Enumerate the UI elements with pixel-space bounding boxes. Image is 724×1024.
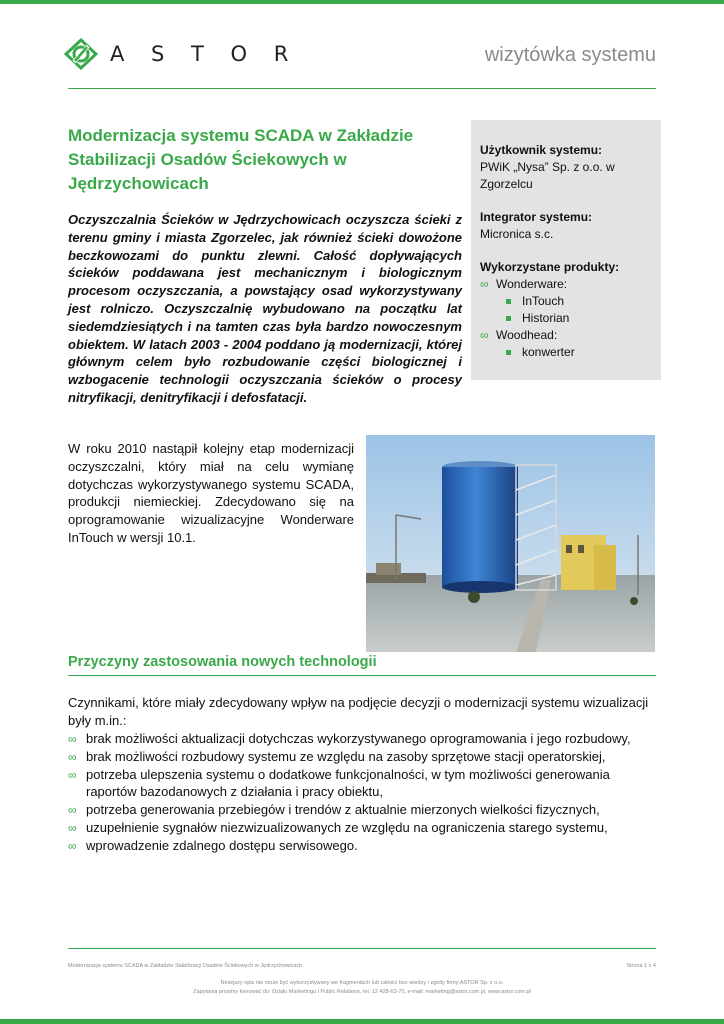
footer-divider	[68, 948, 656, 949]
product-subitem: konwerter	[498, 344, 651, 361]
infinity-bullet-icon: ∞	[68, 820, 77, 835]
infinity-bullet-icon: ∞	[68, 749, 77, 764]
header-divider	[68, 88, 656, 89]
body-paragraph: W roku 2010 nastąpił kolejny etap modernizacji oczyszczalni, który miał na celu wymianę dotychczas wykorzystywanego systemu SCADA, produkcji niemieckiej. Zdecydowano się na oprogramowanie wizualizacyjne Wonderware InTouch w wersji 10.1.	[68, 441, 354, 545]
page-number: Strona 1 z 4	[626, 963, 656, 969]
section-divider	[68, 675, 656, 676]
page-title: Modernizacja systemu SCADA w Zakładzie Stabilizacji Osadów Ściekowych w Jędrzychowicach	[68, 126, 414, 193]
integrator-label: Integrator systemu:	[480, 210, 593, 224]
product-sublist	[480, 293, 651, 327]
lead-paragraph: Oczyszczalnia Ścieków w Jędrzychowicach oczyszcza ścieki z terenu gminy i miasta Zgorzelec, jak również ścieki dowożone beczkowozami do punktu zlewni. Całość dopływających ścieków poddawana jest mechanicznym i biologicznym procesom oczyszczania, a powstający osad wykorzystywany jest rolniczo. Oczyszczalnię wybudowano na początku lat siedemdziesiątych i na tamten czas była bardzo nowoczesnym obiektem. W latach 2003 - 2004 poddano ją modernizacji, której głównym celem było rozbudowanie części biologicznej i wzbogacenie technologii oczyszczania ścieków o procesy nitryfikacji, denitryfikacji i defosfatacji.	[68, 212, 462, 405]
footer-title: Modernizacja systemu SCADA w Zakładzie Stabilizacji Osadów Ściekowych w Jędrzychowicach	[68, 963, 303, 969]
products-label: Wykorzystane produkty:	[480, 260, 620, 274]
product-sublist	[480, 344, 651, 361]
document-type: wizytówka systemu	[484, 44, 656, 66]
user-value: PWiK „Nysa” Sp. z o.o. w Zgorzelcu	[480, 160, 615, 191]
square-bullet-icon	[506, 299, 511, 304]
product-name: Wonderware:	[496, 277, 568, 291]
treatment-plant-photo	[366, 435, 655, 652]
infinity-bullet-icon: ∞	[480, 328, 489, 342]
square-bullet-icon	[506, 316, 511, 321]
product-subitem: Historian	[498, 310, 651, 327]
products-list	[480, 276, 651, 361]
list-item: ∞ potrzeba generowania przebiegów i trendów z aktualnie mierzonych wielkości fizycznych,	[68, 801, 656, 819]
infinity-bullet-icon: ∞	[68, 803, 77, 818]
product-name: Woodhead:	[496, 328, 558, 342]
astor-logo-icon	[64, 38, 98, 70]
product-item	[480, 327, 651, 344]
footer-line: Niniejszy opis nie może być wykorzystywany we fragmentach lub całości bez wiedzy i zgody firmy ASTOR Sp. z o.o.	[220, 980, 504, 986]
user-label: Użytkownik systemu:	[480, 143, 603, 157]
list-item: ∞ brak możliwości rozbudowy systemu ze względu na zasoby sprzętowe stacji operatorskiej,	[68, 748, 656, 766]
infinity-bullet-icon: ∞	[480, 277, 489, 291]
square-bullet-icon	[506, 350, 511, 355]
list-item: ∞ potrzeba ulepszenia systemu o dodatkowe funkcjonalności, w tym możliwości generowania raportów bazodanowych z działania i pracy obiektu,	[68, 766, 610, 800]
list-item: ∞ wprowadzenie zdalnego dostępu serwisowego.	[68, 837, 656, 855]
integrator-value: Micronica s.c.	[480, 227, 554, 241]
list-item: ∞ brak możliwości aktualizacji dotychczas wykorzystywanego oprogramowania i jego rozbudowy,	[68, 730, 656, 748]
system-info-box	[471, 120, 661, 380]
infinity-bullet-icon: ∞	[68, 838, 77, 853]
bottom-accent-bar	[0, 1019, 724, 1024]
infinity-bullet-icon: ∞	[68, 732, 77, 746]
product-subitem: InTouch	[498, 293, 651, 310]
top-accent-bar	[0, 0, 724, 4]
reasons-list	[68, 730, 656, 855]
footer-line: Zapytania prosimy kierować do: Działu Marketingu i Public Relations, tel. 12 428-63-70, e-mail: marketing@astor.com.pl, www.astor.com.pl	[193, 989, 531, 995]
brand-name: A S T O R	[110, 42, 299, 66]
section-heading: Przyczyny zastosowania nowych technologii	[68, 654, 377, 670]
footer-notice	[68, 979, 656, 997]
infinity-bullet-icon: ∞	[68, 767, 77, 782]
astor-logo	[64, 38, 298, 70]
list-item: ∞ uzupełnienie sygnałów niezwizualizowanych ze względu na ograniczenia starego systemu,	[68, 819, 656, 837]
section-intro: Czynnikami, które miały zdecydowany wpływ na podjęcie decyzji o modernizacji systemu wizualizacji były m.in.:	[68, 695, 649, 728]
product-item	[480, 276, 651, 293]
